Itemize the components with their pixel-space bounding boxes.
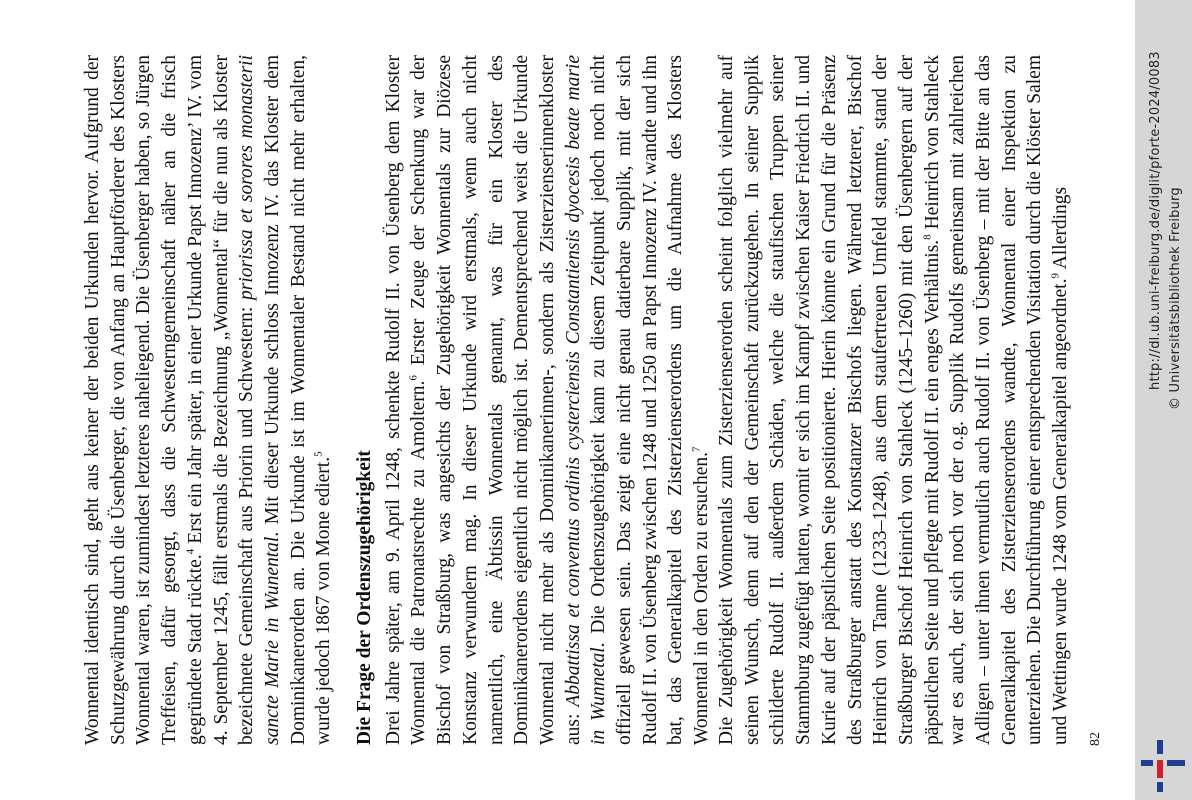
section-heading: Die Frage der Ordenszugehörigkeit	[354, 450, 375, 745]
footnote-marker[interactable]: 6	[407, 375, 420, 381]
footnote-marker[interactable]: 8	[921, 234, 934, 240]
paragraph-1	[80, 55, 337, 745]
paragraph-3	[714, 55, 1074, 745]
logo-bar-top	[1157, 740, 1163, 754]
footnote-marker[interactable]: 9	[1049, 273, 1062, 279]
footnote-marker[interactable]: 4	[184, 548, 197, 555]
footnote-marker[interactable]: 7	[690, 446, 703, 452]
ub-freiburg-logo-icon	[1137, 738, 1189, 794]
paragraph-3-text: Die Zugehörigkeit Wonnentals zum Zisterzienserorden scheint folglich vielmehr auf seinen Wunsch, denn auf den der Gemeinschaft zurückzugehen. In seiner Supplik schilderte Rudolf II. außerdem Schäden, welche die staufischen Truppen seiner Stammburg zugefügt hatten, womit er sich im Kampf zwischen Kaiser Friedrich II. und Kurie auf der päpstlichen Seite positionierte. Hierin könnte ein Grund für die Präsenz des Straßburger anstatt des Konstanzer Bischofs liegen. Während letzterer, Bischof Heinrich von Tanne (1233–1248), aus dem staufertreuen Umfeld stammte, stand der Straßburger Bischof Heinrich von Stahleck (1245–1260) mit den Üsenbergern auf der päpstlichen Seite und pflegte mit Rudolf II. ein enges Verhältnis.$^8$ Heinrich von Stahleck war es auch, der sich noch vor der o.g. Supplik Rudolfs gemeinsam mit zahlreichen Adligen – unter ihnen vermutlich auch Rudolf II. von Üsenberg – mit der Bitte an das Generalkapitel des Zisterzienserordens wandte, Wonnental einer Inspektion zu unterziehen. Die Durchführung einer entsprechenden Visitation durch die Klöster Salem und Wettingen wurde 1248 vom Generalkapitel angeordnet.$^9$ Allerdings	[716, 55, 1072, 745]
sidebar-copyright: © Universitätsbibliothek Freiburg	[1168, 187, 1183, 410]
paragraph-1-text: Wonnental identisch sind, geht aus keiner der beiden Urkunden hervor. Aufgrund der Schutzgewährung durch die Üsenberger, die von Anfang an Hauptförderer des Klosters Wonnental waren, ist zumindest letzteres naheliegend. Die Üsenberger haben, so Jürgen Treffeisen, dafür gesorgt, dass die Schwesterngemeinschaft näher an die frisch gegründete Stadt rückte.$^4$ Erst ein Jahr später, in einer Urkunde Papst Innozenz’ IV. vom 4. September 1245, fällt erstmals die Bezeichnung „Wonnental“ für die nun als Kloster bezeichnete Gemeinschaft aus Priorin und Schwestern: priorissa et sorores monasterii sancte Marie in Wunental. Mit dieser Urkunde schloss Innozenz IV. das Kloster dem Dominikanerorden an. Die Urkunde ist im Wonnentaler Bestand nicht mehr erhalten, wurde jedoch 1867 von Mone ediert.$^5$	[82, 55, 335, 745]
paragraph-2-text: Drei Jahre später, am 9. April 1248, schenkte Rudolf II. von Üsenberg dem Kloster Wonnental die Patronatsrechte zu Amoltern.$^6$ Erster Zeuge der Schenkung war der Bischof von Straßburg, was angesichts der Zugehörigkeit Wonnentals zur Diözese Konstanz verwundern mag. In dieser Urkunde wird erstmals, wenn auch nicht namentlich, eine Äbtissin Wonnentals genannt, was für ein Kloster des Dominikanerordens eigentlich nicht möglich ist. Dementsprechend weist die Urkunde Wonnental nicht mehr als Dominikanerinnen-, sondern als Zisterzienserinnenkloster aus: Abbattissa et conventus ordinis cysterciensis Constantiensis dyocesis beate marie in Wunnetal. Die Ordenszugehörigkeit kann zu diesem Zeitpunkt jedoch noch nicht offiziell gewesen sein. Das zeigt eine nicht genau datierbare Supplik, mit der sich Rudolf II. von Üsenberg zwischen 1248 und 1250 an Papst Innozenz IV. wandte und ihn bat, das Generalkapitel des Zisterzienserordens um die Aufnahme des Klosters Wonnental in den Orden zu ersuchen.$^7$	[382, 54, 713, 745]
sidebar-url-link[interactable]: http://dl.ub.uni-freiburg.de/diglit/pforte-2024/0083	[1148, 51, 1163, 390]
sidebar-text	[1135, 0, 1192, 800]
logo-bar-bottom	[1157, 782, 1163, 792]
logo-bar-left	[1141, 760, 1153, 766]
logo-bar-middle	[1157, 760, 1163, 778]
latin-quote: Abbattissa et conventus ordinis cysterciensis Constantiensis dyocesis beate marie in Wunnetal	[562, 55, 610, 745]
latin-quote: priorissa et sorores monasterii sancte Marie in Wunental	[236, 55, 283, 745]
section-ordenszugehoerigkeit	[352, 55, 715, 745]
logo-bar-right	[1167, 760, 1185, 766]
page-number: 82	[1088, 732, 1103, 746]
footnote-marker[interactable]: 5	[312, 451, 325, 457]
sidebar-strip	[1135, 0, 1192, 800]
